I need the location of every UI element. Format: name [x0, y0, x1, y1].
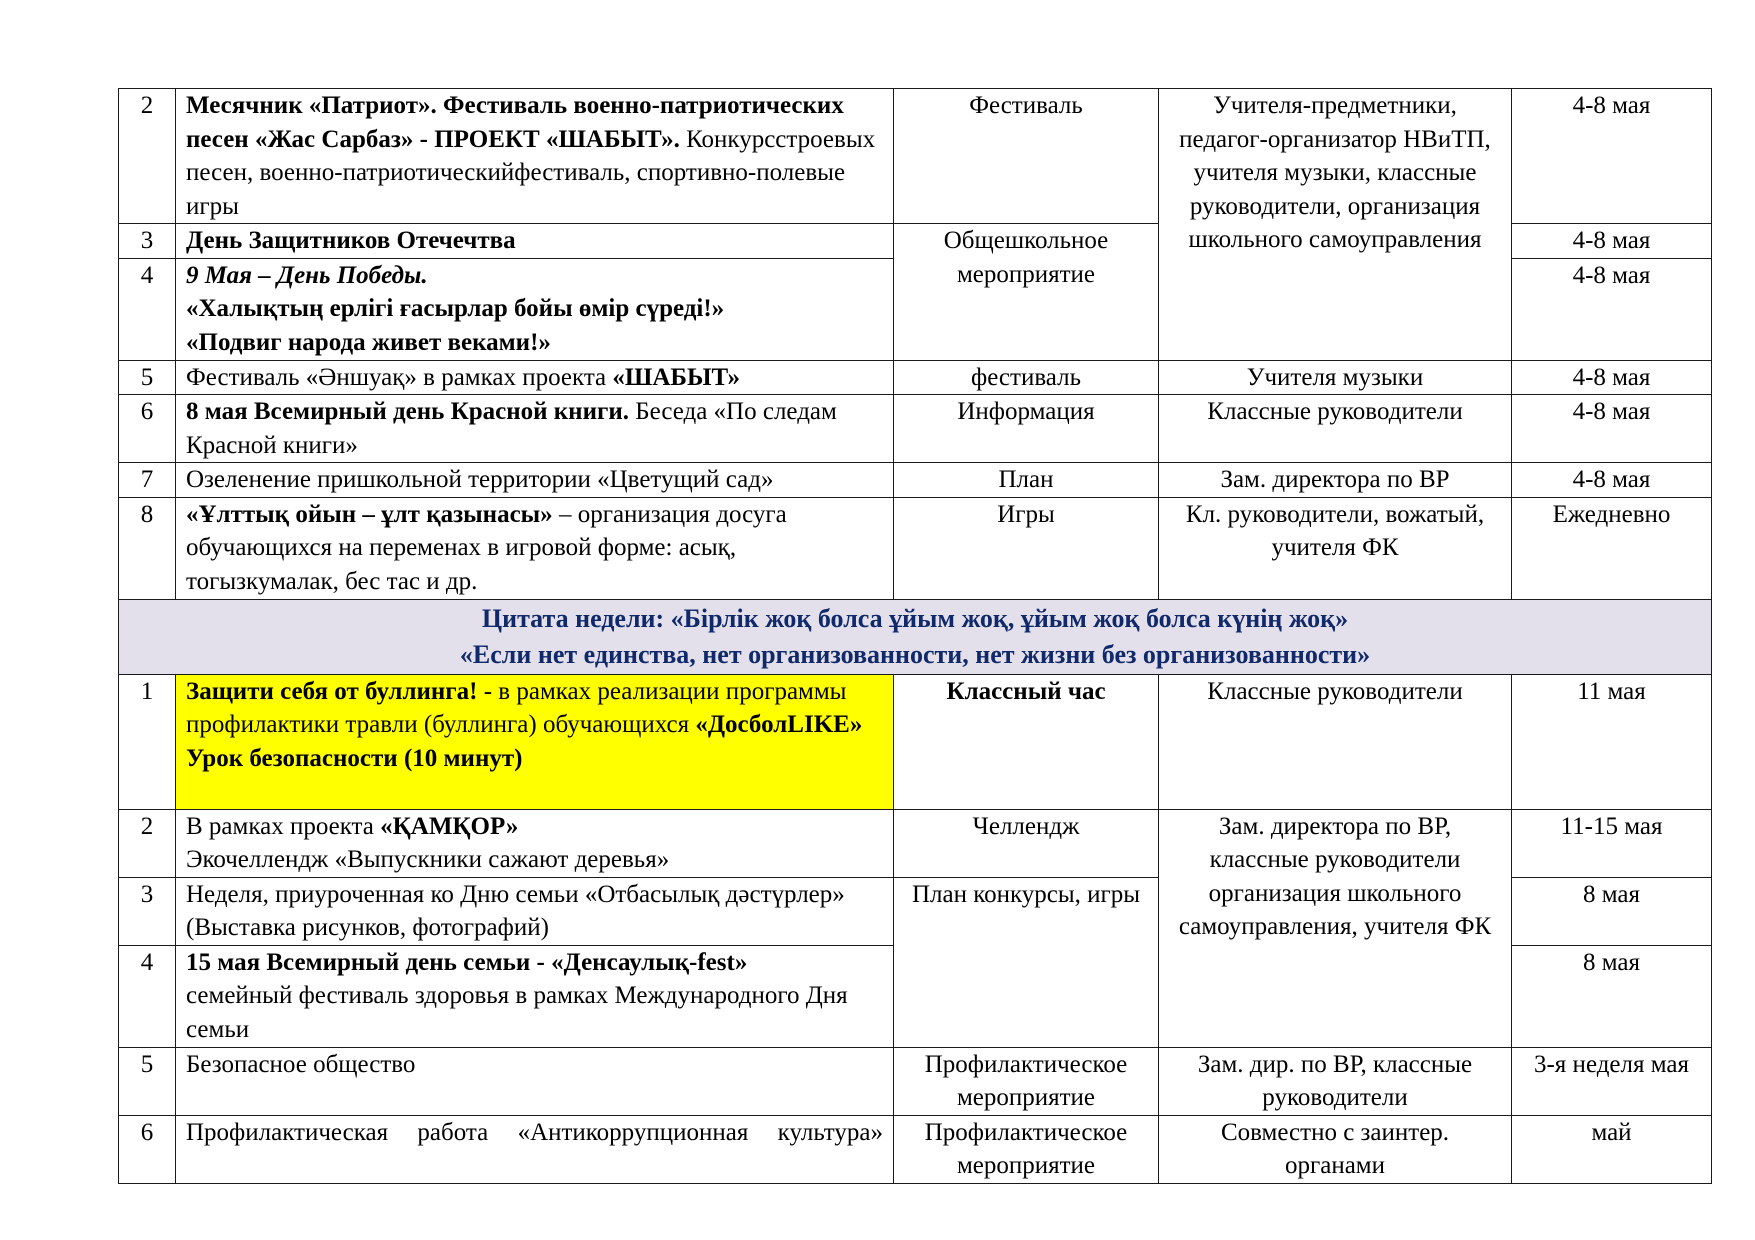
event-cell: Озеленение пришкольной территории «Цветущий сад» [176, 463, 894, 498]
event-cell: Неделя, приуроченная ко Дню семьи «Отбасылық дәстүрлер» (Выставка рисунков, фотографий) [176, 877, 894, 945]
event-date: май [1512, 1115, 1712, 1183]
responsible: Классные руководители [1159, 674, 1512, 809]
event-form: Классный час [894, 674, 1159, 809]
row-number: 4 [119, 258, 176, 360]
event-form: План [894, 463, 1159, 498]
event-cell: Профилактическая работа «Антикоррупционная культура» [176, 1115, 894, 1183]
responsible: Совместно с заинтер. органами [1159, 1115, 1512, 1183]
table-row [119, 89, 1712, 224]
row-number: 2 [119, 809, 176, 877]
event-form: Профилактическое мероприятие [894, 1115, 1159, 1183]
row-number: 3 [119, 224, 176, 259]
row-number: 5 [119, 360, 176, 395]
event-cell-highlighted: Защити себя от буллинга! - в рамках реализации программы профилактики травли (буллинга) обучающихся «ДосболLIKE» Урок безопасности (10 минут) [176, 674, 894, 809]
table-row [119, 1115, 1712, 1183]
responsible: Классные руководители [1159, 395, 1512, 463]
event-form: Игры [894, 497, 1159, 599]
event-cell: «Ұлттық ойын – ұлт қазынасы» – организация досуга обучающихся на переменах в игровой форме: асық, тогызкумалак, бес тас и др. [176, 497, 894, 599]
table-row [119, 674, 1712, 809]
event-cell: 9 Мая – День Победы. «Халықтың ерлігі ғасырлар бойы өмір сүреді!» «Подвиг народа живет веками!» [176, 258, 894, 360]
table-row [119, 497, 1712, 599]
row-number: 3 [119, 877, 176, 945]
responsible-merged: Зам. директора по ВР, классные руководители организация школьного самоуправления, учителя ФК [1159, 809, 1512, 1047]
event-plan-table [118, 88, 1712, 1184]
row-number: 8 [119, 497, 176, 599]
quote-line-2: «Если нет единства, нет организованности, нет жизни без организованности» [459, 639, 1371, 669]
table-row [119, 809, 1712, 877]
event-date: 8 мая [1512, 877, 1712, 945]
quote-of-week-row [119, 599, 1712, 674]
row-number: 4 [119, 945, 176, 1047]
event-cell: В рамках проекта «ҚАМҚОР» Экочеллендж «Выпускники сажают деревья» [176, 809, 894, 877]
quote-line-1: Цитата недели: «Бірлік жоқ болса ұйым жоқ, ұйым жоқ болса күнің жоқ» [481, 603, 1349, 633]
responsible: Зам. директора по ВР [1159, 463, 1512, 498]
event-cell: 15 мая Всемирный день семьи - «Денсаулық-fest» семейный фестиваль здоровья в рамках Международного Дня семьи [176, 945, 894, 1047]
event-date: 4-8 мая [1512, 89, 1712, 224]
quote-of-week [119, 599, 1712, 674]
responsible: Учителя музыки [1159, 360, 1512, 395]
event-form-merged: Общешкольное мероприятие [894, 224, 1159, 361]
event-date: 4-8 мая [1512, 360, 1712, 395]
event-form: фестиваль [894, 360, 1159, 395]
table-row [119, 395, 1712, 463]
event-date: 4-8 мая [1512, 395, 1712, 463]
row-number: 2 [119, 89, 176, 224]
event-cell: День Защитников Отечечтва [176, 224, 894, 259]
responsible-merged: Учителя-предметники, педагог-организатор НВиТП, учителя музыки, классные руководители, организация школьного самоуправления [1159, 89, 1512, 361]
responsible: Кл. руководители, вожатый, учителя ФК [1159, 497, 1512, 599]
event-date: 4-8 мая [1512, 224, 1712, 259]
event-form: Информация [894, 395, 1159, 463]
table-row [119, 1047, 1712, 1115]
event-cell: Фестиваль «Әншуақ» в рамках проекта «ШАБЫТ» [176, 360, 894, 395]
table-row [119, 463, 1712, 498]
responsible: Зам. дир. по ВР, классные руководители [1159, 1047, 1512, 1115]
row-number: 6 [119, 1115, 176, 1183]
event-cell: 8 мая Всемирный день Красной книги. Беседа «По следам Красной книги» [176, 395, 894, 463]
event-date: 4-8 мая [1512, 258, 1712, 360]
event-date: Ежедневно [1512, 497, 1712, 599]
event-date: 11 мая [1512, 674, 1712, 809]
event-date: 3-я неделя мая [1512, 1047, 1712, 1115]
event-date: 4-8 мая [1512, 463, 1712, 498]
event-form: Профилактическое мероприятие [894, 1047, 1159, 1115]
row-number: 6 [119, 395, 176, 463]
row-number: 5 [119, 1047, 176, 1115]
event-date: 8 мая [1512, 945, 1712, 1047]
event-form: Фестиваль [894, 89, 1159, 224]
event-form-merged: План конкурсы, игры [894, 877, 1159, 1047]
event-form: Челлендж [894, 809, 1159, 877]
row-number: 1 [119, 674, 176, 809]
row-number: 7 [119, 463, 176, 498]
event-cell: Безопасное общество [176, 1047, 894, 1115]
table-row [119, 360, 1712, 395]
event-date: 11-15 мая [1512, 809, 1712, 877]
event-cell: Месячник «Патриот». Фестиваль военно-патриотических песен «Жас Сарбаз» - ПРОЕКТ «ШАБЫТ». Конкурсстроевых песен, военно-патриотическийфестиваль, спортивно-полевые игры [176, 89, 894, 224]
